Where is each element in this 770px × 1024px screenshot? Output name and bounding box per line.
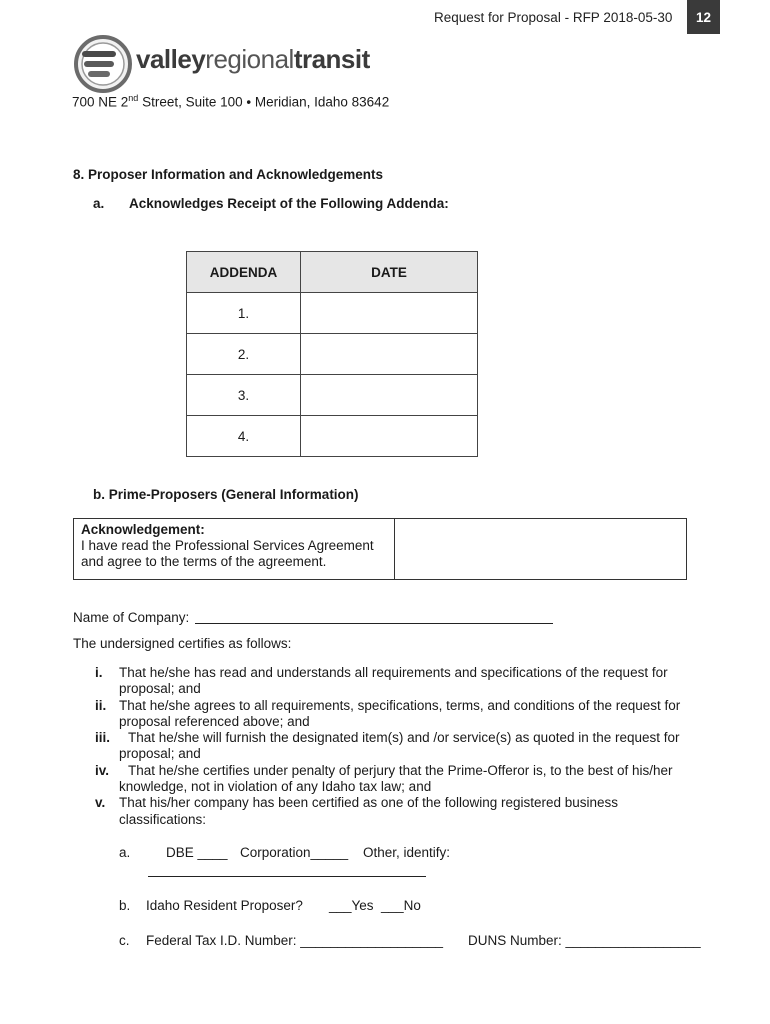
classification-row: [119, 845, 451, 860]
list-item-line-1: That he/she has read and understands all requirements and specifications of the request for: [119, 665, 668, 680]
federal-tax-id-field[interactable]: Federal Tax I.D. Number: ___________________: [146, 933, 443, 948]
tax-id-row: [119, 933, 701, 948]
address-sup: nd: [128, 93, 139, 103]
list-item-line-2: knowledge, not in violation of any Idaho tax law; and: [119, 779, 432, 795]
tax-c-label: c.: [119, 933, 130, 948]
date-column-header: DATE: [301, 252, 478, 293]
list-item-number: i.: [95, 665, 103, 680]
date-cell[interactable]: [301, 375, 478, 416]
section-heading: 8. Proposer Information and Acknowledgements: [73, 167, 384, 182]
date-cell[interactable]: [301, 334, 478, 375]
acknowledgement-line-1: I have read the Professional Services Agreement: [81, 538, 374, 553]
list-item-number: v.: [95, 795, 106, 811]
addenda-table: [186, 251, 478, 457]
other-identify-label: Other, identify:: [363, 845, 451, 860]
list-item-line-2: classifications:: [119, 811, 207, 827]
idaho-b-label: b.: [119, 898, 131, 913]
table-header-row: [187, 252, 478, 293]
list-item-number: iii.: [95, 730, 111, 746]
address-suffix: Street, Suite 100 • Meridian, Idaho 83642: [138, 94, 390, 110]
list-item-line-2: proposal; and: [119, 746, 201, 762]
company-name-label: Name of Company:: [73, 610, 190, 625]
certifications-list: [95, 665, 705, 828]
logo-word-1: valley: [136, 44, 206, 74]
company-name-field[interactable]: [195, 609, 553, 624]
logo-wordmark: [136, 44, 370, 75]
table-row: [187, 293, 478, 334]
subsection-a-label: a.: [93, 196, 105, 211]
corporation-field[interactable]: Corporation_____: [240, 845, 349, 860]
date-cell[interactable]: [301, 416, 478, 457]
table-row: [187, 416, 478, 457]
acknowledgement-signature-field[interactable]: [395, 519, 686, 579]
list-item: [95, 698, 705, 731]
idaho-resident-row: [119, 898, 421, 913]
list-item-line-1: That he/she agrees to all requirements, specifications, terms, and conditions of the request for: [119, 697, 681, 713]
logo-word-2: regional: [205, 44, 294, 74]
acknowledgement-line-2: and agree to the terms of the agreement.: [81, 554, 327, 569]
acknowledgement-box: [73, 518, 687, 580]
yes-no-field[interactable]: ___Yes ___No: [329, 898, 421, 913]
page-number-badge: 12: [687, 0, 720, 34]
other-identify-field[interactable]: [148, 876, 426, 877]
addenda-cell: 1.: [187, 293, 301, 334]
company-name-row: [73, 609, 553, 625]
addenda-column-header: ADDENDA: [187, 252, 301, 293]
list-item: [95, 795, 705, 828]
date-cell[interactable]: [301, 293, 478, 334]
subsection-b-heading: b. Prime-Proposers (General Information): [93, 487, 359, 502]
address-line: [72, 93, 389, 110]
addenda-cell: 2.: [187, 334, 301, 375]
logo-word-3: transit: [293, 44, 370, 74]
dbe-field[interactable]: DBE ____: [166, 845, 228, 860]
list-item-line-1: That his/her company has been certified as one of the following registered business: [119, 795, 619, 811]
table-row: [187, 375, 478, 416]
addenda-cell: 3.: [187, 375, 301, 416]
certifies-intro: The undersigned certifies as follows:: [73, 636, 292, 651]
list-item-number: iv.: [95, 762, 110, 778]
list-item-line-2: proposal referenced above; and: [119, 713, 310, 729]
idaho-resident-question: Idaho Resident Proposer?: [146, 898, 303, 913]
list-item-line-1: That he/she will furnish the designated item(s) and /or service(s) as quoted in the request for: [128, 730, 680, 746]
subsection-a-text: Acknowledges Receipt of the Following Addenda:: [129, 196, 449, 211]
list-item-number: ii.: [95, 697, 107, 713]
classification-a-label: a.: [119, 845, 131, 860]
duns-number-field[interactable]: DUNS Number: __________________: [468, 933, 701, 948]
list-item: [95, 763, 705, 796]
addenda-cell: 4.: [187, 416, 301, 457]
transit-logo-icon: [72, 34, 136, 94]
acknowledgement-title: Acknowledgement:: [81, 522, 205, 537]
list-item: [95, 730, 705, 763]
list-item-line-2: proposal; and: [119, 681, 201, 697]
table-row: [187, 334, 478, 375]
address-prefix: 700 NE 2: [72, 94, 129, 110]
acknowledgement-text: [74, 519, 395, 579]
document-header-title: Request for Proposal - RFP 2018-05-30: [434, 10, 673, 25]
list-item: [95, 665, 705, 698]
subsection-a-heading: [93, 196, 449, 211]
list-item-line-1: That he/she certifies under penalty of perjury that the Prime-Offeror is, to the best of his/her: [128, 762, 673, 778]
